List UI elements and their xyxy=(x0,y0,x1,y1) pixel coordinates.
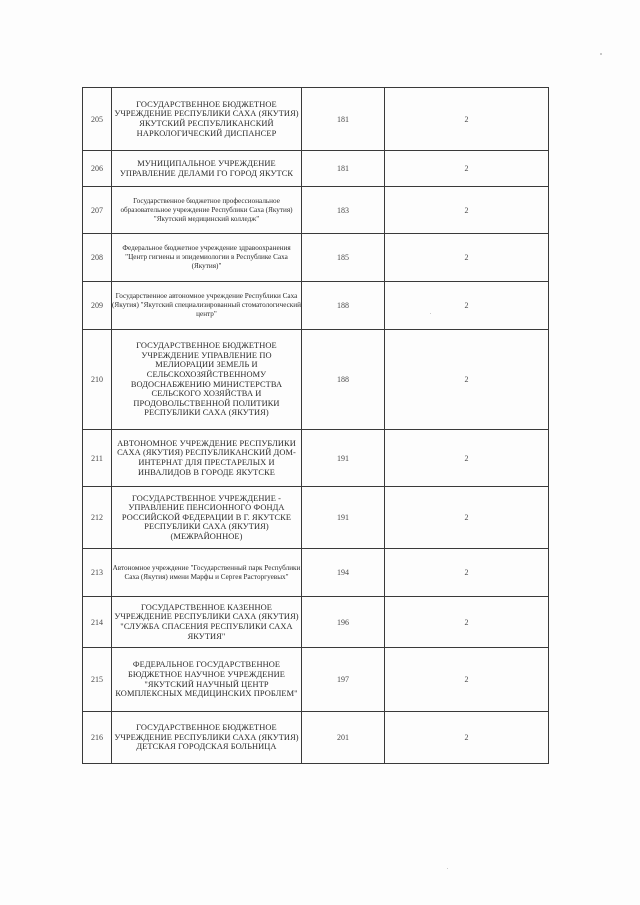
row-value: 2 xyxy=(385,648,549,712)
row-number: 207 xyxy=(83,187,112,234)
organization-name: Государственное автономное учреждение Республики Саха (Якутия) "Якутский специализированный стоматологический центр" xyxy=(112,282,302,330)
row-code: 197 xyxy=(302,648,385,712)
row-value: 2 xyxy=(385,187,549,234)
organization-name: ГОСУДАРСТВЕННОЕ БЮДЖЕТНОЕ УЧРЕЖДЕНИЕ РЕСПУБЛИКИ САХА (ЯКУТИЯ) ЯКУТСКИЙ РЕСПУБЛИКАНСКИЙ НАРКОЛОГИЧЕСКИЙ ДИСПАНСЕР xyxy=(112,88,302,151)
row-code: 191 xyxy=(302,487,385,549)
organizations-table xyxy=(82,87,549,764)
row-code: 185 xyxy=(302,234,385,282)
organization-name: ГОСУДАРСТВЕННОЕ УЧРЕЖДЕНИЕ - УПРАВЛЕНИЕ ПЕНСИОННОГО ФОНДА РОССИЙСКОЙ ФЕДЕРАЦИИ В Г. ЯКУТСКЕ РЕСПУБЛИКИ САХА (ЯКУТИЯ) (МЕЖРАЙОННОЕ) xyxy=(112,487,302,549)
organization-name: Автономное учреждение "Государственный парк Республики Саха (Якутия) имени Марфы и Сергея Расторгуевых" xyxy=(112,549,302,597)
row-value: 2 xyxy=(385,597,549,648)
row-code: 181 xyxy=(302,88,385,151)
table-row xyxy=(83,487,549,549)
table-row xyxy=(83,330,549,430)
table-row xyxy=(83,597,549,648)
row-number: 209 xyxy=(83,282,112,330)
row-value: 2 xyxy=(385,712,549,764)
row-number: 211 xyxy=(83,430,112,487)
row-value: 2 xyxy=(385,330,549,430)
row-value: 2 xyxy=(385,282,549,330)
row-code: 191 xyxy=(302,430,385,487)
scan-speck xyxy=(600,53,602,55)
organization-name: ФЕДЕРАЛЬНОЕ ГОСУДАРСТВЕННОЕ БЮДЖЕТНОЕ НАУЧНОЕ УЧРЕЖДЕНИЕ "ЯКУТСКИЙ НАУЧНЫЙ ЦЕНТР КОМПЛЕКСНЫХ МЕДИЦИНСКИХ ПРОБЛЕМ" xyxy=(112,648,302,712)
scan-speck xyxy=(430,313,431,314)
row-value: 2 xyxy=(385,487,549,549)
table-row xyxy=(83,234,549,282)
table-row xyxy=(83,88,549,151)
row-number: 216 xyxy=(83,712,112,764)
organization-name: МУНИЦИПАЛЬНОЕ УЧРЕЖДЕНИЕ УПРАВЛЕНИЕ ДЕЛАМИ ГО ГОРОД ЯКУТСК xyxy=(112,151,302,187)
row-code: 183 xyxy=(302,187,385,234)
table-row xyxy=(83,712,549,764)
organization-name: Федеральное бюджетное учреждение здравоохранения "Центр гигиены и эпидемиологии в Республике Саха (Якутия)" xyxy=(112,234,302,282)
table-row xyxy=(83,648,549,712)
row-number: 212 xyxy=(83,487,112,549)
table-row xyxy=(83,430,549,487)
table-row xyxy=(83,187,549,234)
row-code: 196 xyxy=(302,597,385,648)
row-value: 2 xyxy=(385,234,549,282)
organization-name: АВТОНОМНОЕ УЧРЕЖДЕНИЕ РЕСПУБЛИКИ САХА (ЯКУТИЯ) РЕСПУБЛИКАНСКИЙ ДОМ-ИНТЕРНАТ ДЛЯ ПРЕСТАРЕЛЫХ И ИНВАЛИДОВ В ГОРОДЕ ЯКУТСКЕ xyxy=(112,430,302,487)
organization-name: ГОСУДАРСТВЕННОЕ БЮДЖЕТНОЕ УЧРЕЖДЕНИЕ УПРАВЛЕНИЕ ПО МЕЛИОРАЦИИ ЗЕМЕЛЬ И СЕЛЬСКОХОЗЯЙСТВЕННОМУ ВОДОСНАБЖЕНИЮ МИНИСТЕРСТВА СЕЛЬСКОГО ХОЗЯЙСТВА И ПРОДОВОЛЬСТВЕННОЙ ПОЛИТИКИ РЕСПУБЛИКИ САХА (ЯКУТИЯ) xyxy=(112,330,302,430)
organization-name: ГОСУДАРСТВЕННОЕ БЮДЖЕТНОЕ УЧРЕЖДЕНИЕ РЕСПУБЛИКИ САХА (ЯКУТИЯ) ДЕТСКАЯ ГОРОДСКАЯ БОЛЬНИЦА xyxy=(112,712,302,764)
table-row xyxy=(83,549,549,597)
organization-name: Государственное бюджетное профессиональное образовательное учреждение Республики Саха (Якутия) "Якутский медицинский колледж" xyxy=(112,187,302,234)
row-number: 215 xyxy=(83,648,112,712)
scan-speck xyxy=(447,868,448,869)
row-number: 213 xyxy=(83,549,112,597)
row-number: 206 xyxy=(83,151,112,187)
row-code: 188 xyxy=(302,330,385,430)
row-number: 210 xyxy=(83,330,112,430)
row-number: 208 xyxy=(83,234,112,282)
row-value: 2 xyxy=(385,549,549,597)
table-row xyxy=(83,282,549,330)
row-code: 194 xyxy=(302,549,385,597)
row-number: 214 xyxy=(83,597,112,648)
organization-name: ГОСУДАРСТВЕННОЕ КАЗЕННОЕ УЧРЕЖДЕНИЕ РЕСПУБЛИКИ САХА (ЯКУТИЯ) "СЛУЖБА СПАСЕНИЯ РЕСПУБЛИКИ САХА ЯКУТИЯ" xyxy=(112,597,302,648)
row-code: 201 xyxy=(302,712,385,764)
table-row xyxy=(83,151,549,187)
row-value: 2 xyxy=(385,430,549,487)
row-value: 2 xyxy=(385,88,549,151)
row-code: 181 xyxy=(302,151,385,187)
row-code: 188 xyxy=(302,282,385,330)
row-value: 2 xyxy=(385,151,549,187)
row-number: 205 xyxy=(83,88,112,151)
